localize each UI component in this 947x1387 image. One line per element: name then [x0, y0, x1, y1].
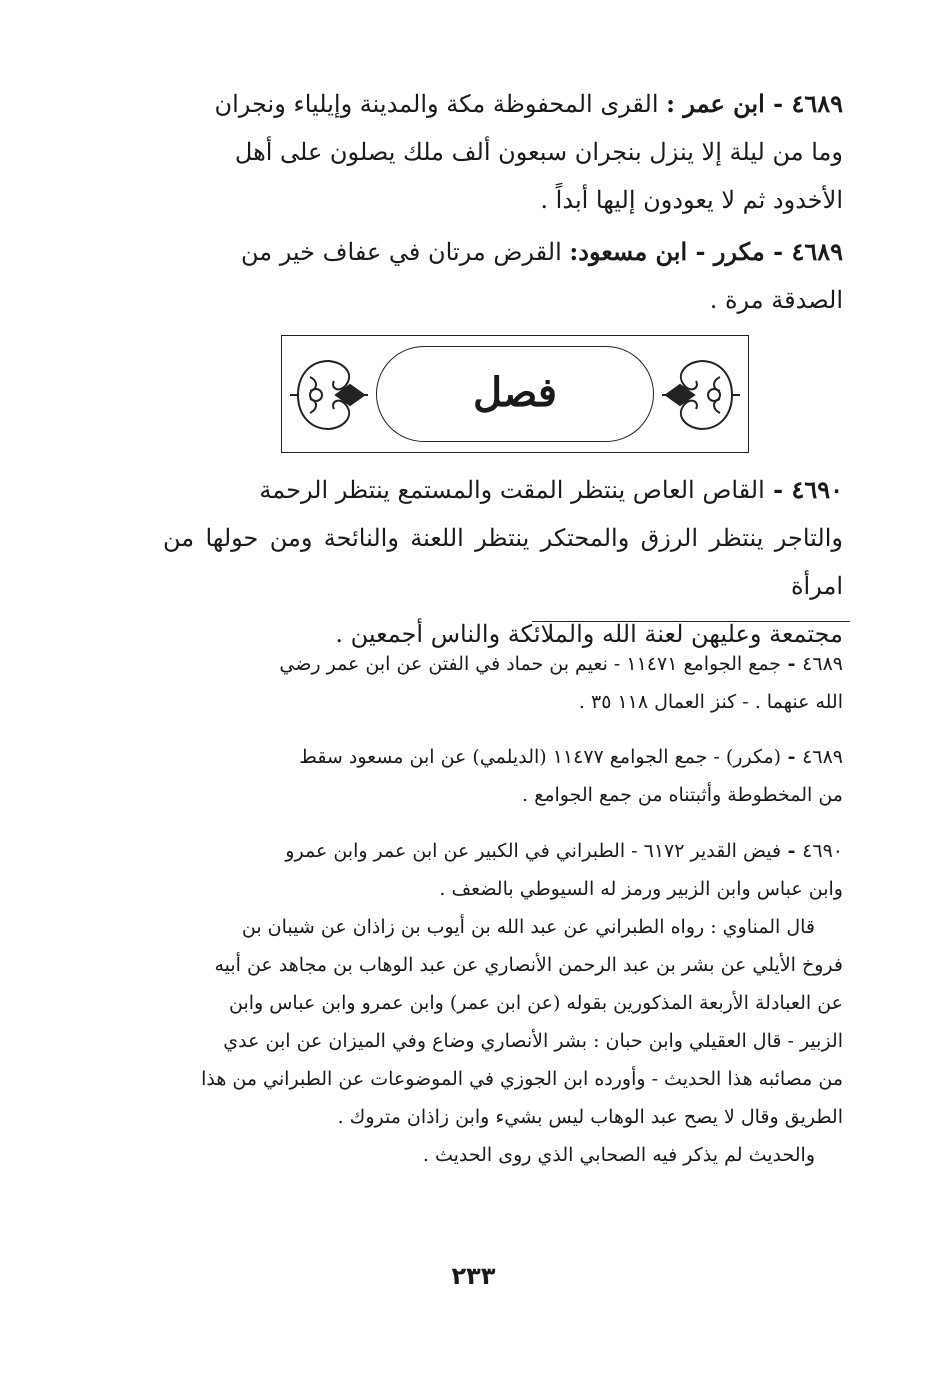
footnote-line	[163, 832, 843, 870]
hadith-line: الصدقة مرة .	[709, 286, 843, 314]
hadith-number: ٤٦٨٩ -	[765, 89, 843, 118]
footnote-line: وابن عباس وابن الزبير ورمز له السيوطي بالضعف .	[439, 878, 843, 900]
footnote-line	[163, 645, 843, 683]
commentary-line: من مصائبه هذا الحديث - وأورده ابن الجوزي في الموضوعات عن الطبراني من هذا	[201, 1068, 843, 1090]
hadith-line	[163, 228, 843, 276]
footnote-number: ٤٦٩٠ -	[781, 840, 843, 862]
hadith-number: ٤٦٩٠ -	[765, 475, 843, 504]
hadith-text: القاص العاص ينتظر المقت والمستمع ينتظر الرحمة	[259, 476, 765, 504]
section-title: فصل	[472, 369, 558, 416]
footnote-line: من المخطوطة وأثبتناه من جمع الجوامع .	[522, 784, 843, 806]
hadith-line	[163, 466, 843, 514]
hadith-line: وما من ليلة إلا ينزل بنجران سبعون ألف ملك يصلون على أهل	[234, 138, 843, 166]
hadith-4690	[163, 466, 843, 658]
commentary-line: قال المناوي : رواه الطبراني عن عبد الله بن أيوب بن زاذان عن شيبان بن	[241, 916, 815, 938]
footnote-4689-repeat	[163, 738, 843, 814]
commentary-line: الزبير - قال العقيلي وابن حبان : بشر الأنصاري وضاع وفي الميزان عن ابن عدي	[223, 1030, 843, 1052]
page-number: ٢٣٣	[451, 1262, 496, 1290]
hadith-4689-ibn-umar	[163, 80, 843, 224]
footnote-separator	[532, 621, 850, 622]
closing-line: والحديث لم يذكر فيه الصحابي الذي روى الحديث .	[422, 1144, 815, 1166]
hadith-number: ٤٦٨٩ -	[765, 237, 843, 266]
section-heading-frame	[281, 335, 749, 453]
hadith-line: الأخدود ثم لا يعودون إليها أبداً .	[540, 186, 843, 214]
section-heading-cartouche	[376, 346, 654, 442]
hadith-line	[163, 80, 843, 128]
right-arabesque-ornament-icon	[660, 353, 742, 437]
footnote-number: ٤٦٨٩ -	[781, 746, 843, 768]
hadith-narrator: ابن عمر :	[666, 89, 765, 118]
footnote-number: ٤٦٨٩ -	[781, 653, 843, 675]
commentary-line: عن العبادلة الأربعة المذكورين بقوله (عن ابن عمر) وابن عمرو وابن عباس وابن	[228, 992, 843, 1014]
hadith-line: والتاجر ينتظر الرزق والمحتكر ينتظر اللعنة والنائحة ومن حولها من امرأة	[163, 524, 843, 600]
commentary-line: فروخ الأيلي عن بشر بن عبد الرحمن الأنصاري عن عبد الوهاب بن مجاهد عن أبيه	[214, 954, 843, 976]
left-arabesque-ornament-icon	[288, 353, 370, 437]
hadith-line: مجتمعة وعليهن لعنة الله والملائكة والناس أجمعين .	[335, 620, 843, 648]
footnote-line	[163, 738, 843, 776]
hadith-text: القرض مرتان في عفاف خير من	[240, 238, 562, 266]
munawi-commentary	[163, 908, 843, 1174]
footnote-text: فيض القدير ٦١٧٢ - الطبراني في الكبير عن ابن عمر وابن عمرو	[285, 840, 782, 862]
hadith-text: القرى المحفوظة مكة والمدينة وإيلياء ونجران	[214, 90, 659, 118]
footnote-line: الله عنهما . - كنز العمال ١١٨ ٣٥ .	[578, 691, 843, 713]
footnote-4690	[163, 832, 843, 908]
commentary-line: الطريق وقال لا يصح عبد الوهاب ليس بشيء وابن زاذان متروك .	[337, 1106, 843, 1128]
footnote-text: (مكرر) - جمع الجوامع ١١٤٧٧ (الديلمي) عن ابن مسعود سقط	[299, 746, 782, 768]
footnote-text: جمع الجوامع ١١٤٧١ - نعيم بن حماد في الفتن عن ابن عمر رضي	[279, 653, 782, 675]
hadith-4689-repeat-ibn-masud	[163, 228, 843, 324]
footnote-4689	[163, 645, 843, 721]
hadith-narrator: مكرر - ابن مسعود:	[569, 237, 765, 266]
